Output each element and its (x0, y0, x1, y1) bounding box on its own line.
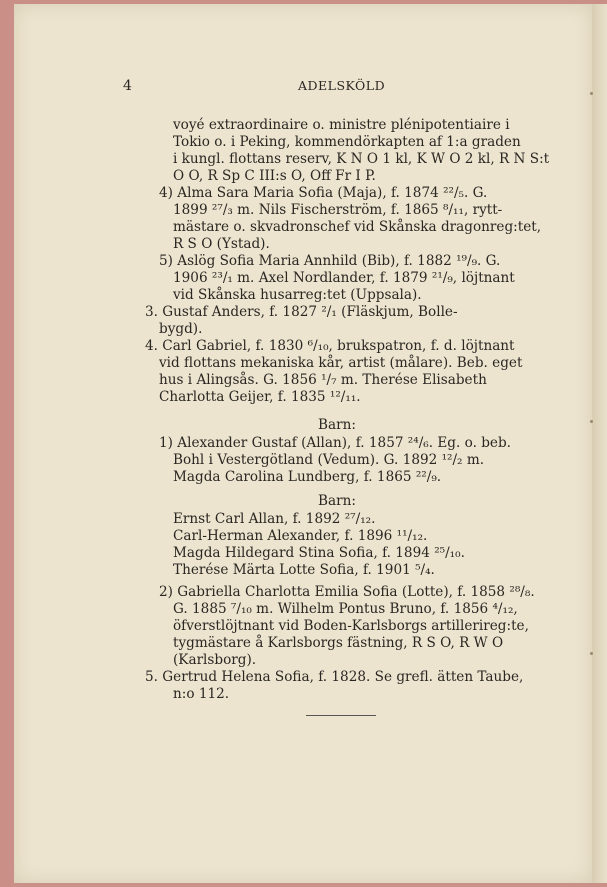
text-line: (Karlsborg). (173, 652, 257, 668)
text-line: bygd). (159, 321, 203, 337)
text-line: Charlotta Geijer, f. 1835 ¹²/₁₁. (159, 389, 361, 405)
text-line: 1899 ²⁷/₃ m. Nils Fischerström, f. 1865 ⁸/₁₁, rytt- (173, 202, 503, 218)
text-line: Carl-Herman Alexander, f. 1896 ¹¹/₁₂. (173, 528, 428, 544)
text-line: Therése Märta Lotte Sofia, f. 1901 ⁵/₄. (173, 562, 435, 578)
text-line: 2) Gabriella Charlotta Emilia Sofia (Lotte), f. 1858 ²⁸/₈. (159, 584, 535, 600)
closing-rule (306, 715, 376, 716)
text-line: n:o 112. (173, 686, 230, 702)
text-line: Bohl i Vestergötland (Vedum). G. 1892 ¹²/₂ m. (173, 452, 485, 468)
text-line: 1906 ²³/₁ m. Axel Nordlander, f. 1879 ²¹/₉, löjtnant (173, 270, 515, 286)
text-line: vid Skånska husarreg:tet (Uppsala). (173, 287, 422, 303)
text-line: G. 1885 ⁷/₁₀ m. Wilhelm Pontus Bruno, f. 1856 ⁴/₁₂, (173, 601, 518, 617)
text-line: Magda Carolina Lundberg, f. 1865 ²²/₉. (173, 469, 442, 485)
text-line: 5) Aslög Sofia Maria Annhild (Bib), f. 1882 ¹⁹/₉. G. (159, 253, 501, 269)
text-line: hus i Alingsås. G. 1856 ¹/₇ m. Therése Elisabeth (159, 372, 487, 388)
text-line: Tokio o. i Peking, kommendörkapten af 1:a graden (173, 134, 521, 150)
text-line: vid flottans mekaniska kår, artist (målare). Beb. eget (159, 355, 523, 371)
text-line: 3. Gustaf Anders, f. 1827 ²/₁ (Fläskjum, Bolle- (145, 304, 458, 320)
text-line: i kungl. flottans reserv, K N O 1 kl, K W O 2 kl, R N S:t (173, 151, 550, 167)
text-line: öfverstlöjtnant vid Boden-Karlsborgs artillerireg:te, (173, 618, 529, 634)
text-line: Magda Hildegard Stina Sofia, f. 1894 ²⁵/₁₀. (173, 545, 465, 561)
text-line: 4. Carl Gabriel, f. 1830 ⁶/₁₀, brukspatron, f. d. löjtnant (145, 338, 515, 354)
text-line: voyé extraordinaire o. ministre plénipotentiaire i (173, 117, 510, 133)
page-number: 4 (123, 78, 132, 94)
section-heading: Barn: (318, 417, 356, 433)
section-heading: Barn: (318, 493, 356, 509)
margin-mark (590, 652, 593, 655)
page-title: ADELSKÖLD (298, 78, 386, 93)
text-line: Ernst Carl Allan, f. 1892 ²⁷/₁₂. (173, 511, 376, 527)
text-line: R S O (Ystad). (173, 236, 270, 252)
text-line: 4) Alma Sara Maria Sofia (Maja), f. 1874 ²²/₅. G. (159, 185, 488, 201)
margin-mark (590, 420, 593, 423)
margin-mark (590, 92, 593, 95)
text-line: tygmästare å Karlsborgs fästning, R S O, R W O (173, 635, 504, 651)
text-line: O O, R Sp C III:s O, Off Fr I P. (173, 168, 376, 184)
text-line: 5. Gertrud Helena Sofia, f. 1828. Se grefl. ätten Taube, (145, 669, 524, 685)
text-line: 1) Alexander Gustaf (Allan), f. 1857 ²⁴/₆. Eg. o. beb. (159, 435, 512, 451)
text-line: mästare o. skvadronschef vid Skånska dragonreg:tet, (173, 219, 542, 235)
